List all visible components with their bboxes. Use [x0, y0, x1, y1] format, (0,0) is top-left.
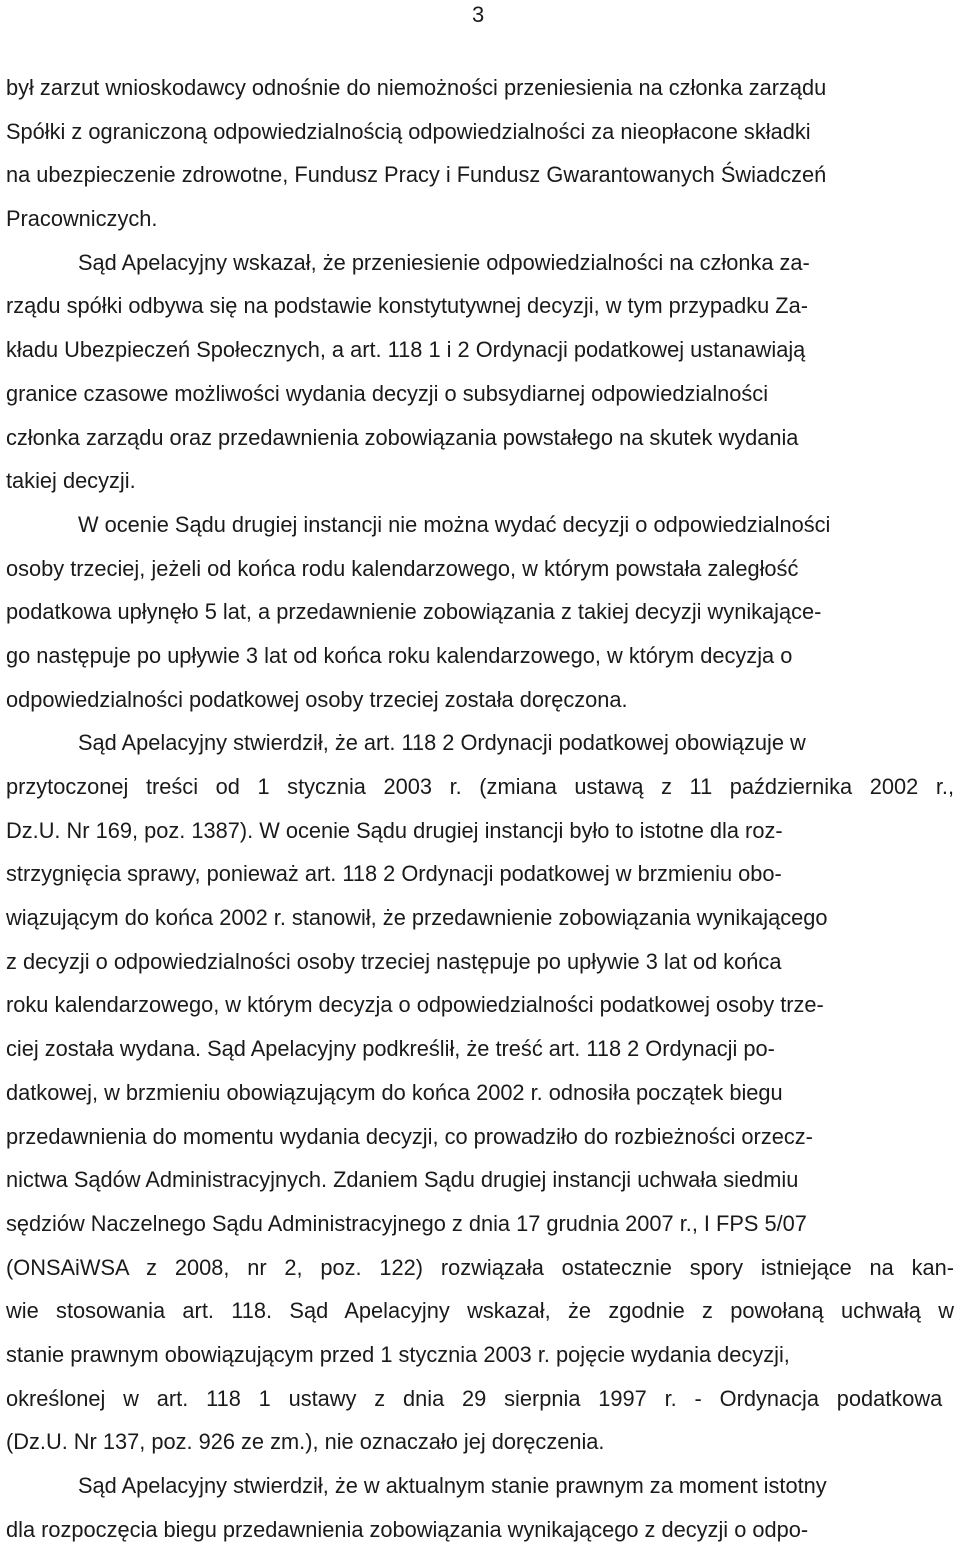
text-line: był zarzut wnioskodawcy odnośnie do niemożności przeniesienia na członka zarządu — [6, 75, 827, 100]
text-line: (ONSAiWSA z 2008, nr 2, poz. 122) rozwiązała ostatecznie spory istniejące na kan- — [6, 1254, 954, 1280]
text-line: roku kalendarzowego, w którym decyzja o odpowiedzialności podatkowej osoby trze- — [6, 992, 824, 1018]
text-line: wie stosowania art. 118. Sąd Apelacyjny wskazał, że zgodnie z powołaną uchwałą w — [6, 1298, 954, 1324]
text-line: przytoczonej treści od 1 stycznia 2003 r. (zmiana ustawą z 11 października 2002 r., — [6, 774, 954, 799]
paragraph-first-line: W ocenie Sądu drugiej instancji nie można wydać decyzji o odpowiedzialności — [78, 511, 831, 537]
page-number: 3 — [472, 2, 485, 27]
text-line: Pracowniczych. — [6, 206, 158, 232]
text-line: określonej w art. 118 1 ustawy z dnia 29 sierpnia 1997 r. - Ordynacja podatkowa — [6, 1385, 943, 1411]
text-line: ciej została wydana. Sąd Apelacyjny podkreślił, że treść art. 118 2 Ordynacji po- — [6, 1036, 775, 1062]
text-line: rządu spółki odbywa się na podstawie konstytutywnej decyzji, w tym przypadku Za- — [6, 293, 809, 319]
text-line: osoby trzeciej, jeżeli od końca rodu kalendarzowego, w którym powstała zaległość — [6, 555, 799, 581]
text-line: Spółki z ograniczoną odpowiedzialnością odpowiedzialności za nieopłacone składki — [6, 118, 811, 144]
paragraph-first-line: Sąd Apelacyjny wskazał, że przeniesienie odpowiedzialności na członka za- — [78, 249, 810, 275]
text-line: granice czasowe możliwości wydania decyzji o subsydiarnej odpowiedzialności — [6, 380, 769, 406]
text-line: podatkowa upłynęło 5 lat, a przedawnienie zobowiązania z takiej decyzji wynikające- — [6, 599, 822, 625]
text-line: z decyzji o odpowiedzialności osoby trzeciej następuje po upływie 3 lat od końca — [6, 948, 782, 974]
text-line: Dz.U. Nr 169, poz. 1387). W ocenie Sądu drugiej instancji było to istotne dla roz- — [6, 817, 783, 843]
text-line: nictwa Sądów Administracyjnych. Zdaniem Sądu drugiej instancji uchwała siedmiu — [6, 1167, 799, 1193]
paragraph-first-line: Sąd Apelacyjny stwierdził, że art. 118 2 Ordynacji podatkowej obowiązuje w — [78, 730, 806, 756]
text-line: na ubezpieczenie zdrowotne, Fundusz Pracy i Fundusz Gwarantowanych Świadczeń — [6, 162, 827, 188]
text-line: dla rozpoczęcia biegu przedawnienia zobowiązania wynikającego z decyzji o odpo- — [6, 1516, 809, 1542]
text-line: stanie prawnym obowiązującym przed 1 stycznia 2003 r. pojęcie wydania decyzji, — [6, 1341, 790, 1367]
text-line: przedawnienia do momentu wydania decyzji, co prowadziło do rozbieżności orzecz- — [6, 1123, 813, 1149]
text-line: datkowej, w brzmieniu obowiązującym do końca 2002 r. odnosiła początek biegu — [6, 1079, 783, 1105]
text-line: sędziów Naczelnego Sądu Administracyjnego z dnia 17 grudnia 2007 r., I FPS 5/07 — [6, 1210, 807, 1236]
document-body — [6, 66, 954, 1551]
text-line: członka zarządu oraz przedawnienia zobowiązania powstałego na skutek wydania — [6, 424, 799, 450]
text-line: takiej decyzji. — [6, 468, 136, 494]
text-line: kładu Ubezpieczeń Społecznych, a art. 118 1 i 2 Ordynacji podatkowej ustanawiają — [6, 337, 806, 363]
text-line: odpowiedzialności podatkowej osoby trzeciej została doręczona. — [6, 686, 628, 712]
paragraph-first-line: Sąd Apelacyjny stwierdził, że w aktualnym stanie prawnym za moment istotny — [78, 1473, 827, 1498]
text-line: go następuje po upływie 3 lat od końca roku kalendarzowego, w którym decyzja o — [6, 642, 793, 668]
text-line: wiązującym do końca 2002 r. stanowił, że przedawnienie zobowiązania wynikającego — [6, 905, 828, 931]
text-line: (Dz.U. Nr 137, poz. 926 ze zm.), nie oznaczało jej doręczenia. — [6, 1429, 605, 1455]
text-line: strzygnięcia sprawy, ponieważ art. 118 2 Ordynacji podatkowej w brzmieniu obo- — [6, 861, 782, 887]
